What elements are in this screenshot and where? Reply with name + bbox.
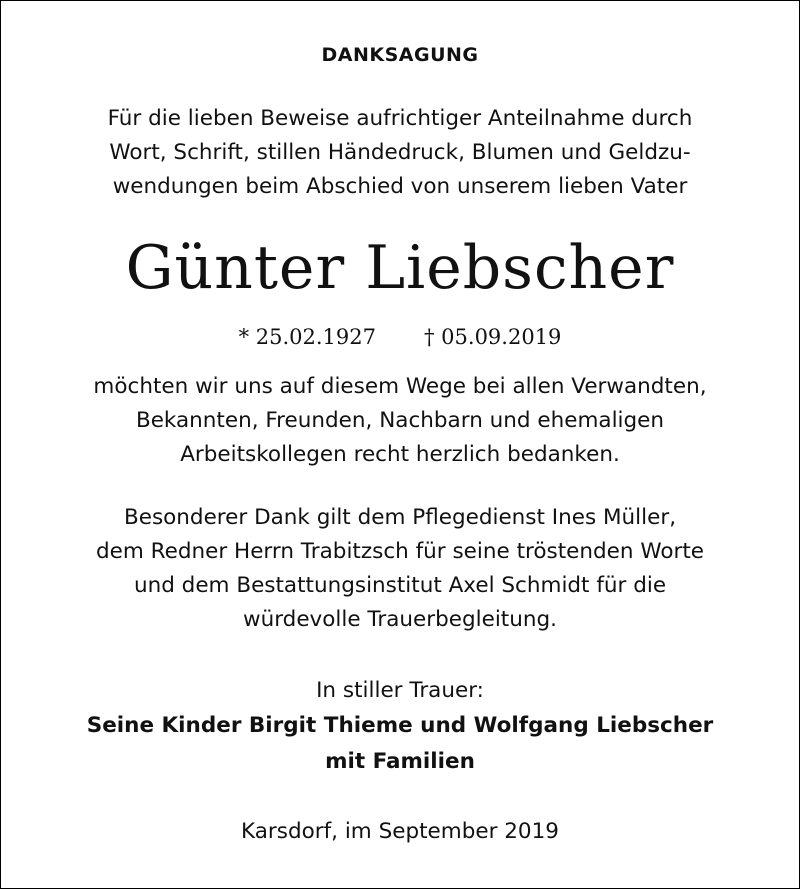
death-date: † 05.09.2019 <box>424 325 562 349</box>
signature-line: mit Familien <box>325 749 475 774</box>
special-line: würdevolle Trauerbegleitung. <box>243 607 557 632</box>
birth-date: * 25.02.1927 <box>238 325 376 349</box>
intro-paragraph <box>0 102 800 204</box>
notice-heading: DANKSAGUNG <box>321 44 479 66</box>
deceased-name: Günter Liebscher <box>125 233 675 303</box>
intro-line: wendungen beim Abschied von unserem lieben Vater <box>112 174 688 199</box>
special-line: und dem Bestattungsinstitut Axel Schmidt für die <box>133 573 667 598</box>
special-line: dem Redner Herrn Trabitzsch für seine tröstenden Worte <box>96 539 704 564</box>
intro-line: Für die lieben Beweise aufrichtiger Anteilnahme durch <box>107 106 693 131</box>
special-thanks-paragraph <box>0 501 800 637</box>
thanks-paragraph <box>0 370 800 472</box>
signature-line: Seine Kinder Birgit Thieme und Wolfgang Liebscher <box>86 713 714 738</box>
mourning-line: In stiller Trauer: <box>316 678 484 703</box>
special-line: Besonderer Dank gilt dem Pflegedienst Ines Müller, <box>123 505 677 530</box>
place-date: Karsdorf, im September 2019 <box>241 819 559 844</box>
intro-line: Wort, Schrift, stillen Händedruck, Blumen und Geldzu- <box>109 140 691 165</box>
life-dates <box>0 322 800 352</box>
thanks-line: Arbeitskollegen recht herzlich bedanken. <box>180 442 620 467</box>
thanks-line: möchten wir uns auf diesem Wege bei allen Verwandten, <box>93 374 707 399</box>
thanks-line: Bekannten, Freunden, Nachbarn und ehemaligen <box>135 408 665 433</box>
signature <box>0 708 800 780</box>
